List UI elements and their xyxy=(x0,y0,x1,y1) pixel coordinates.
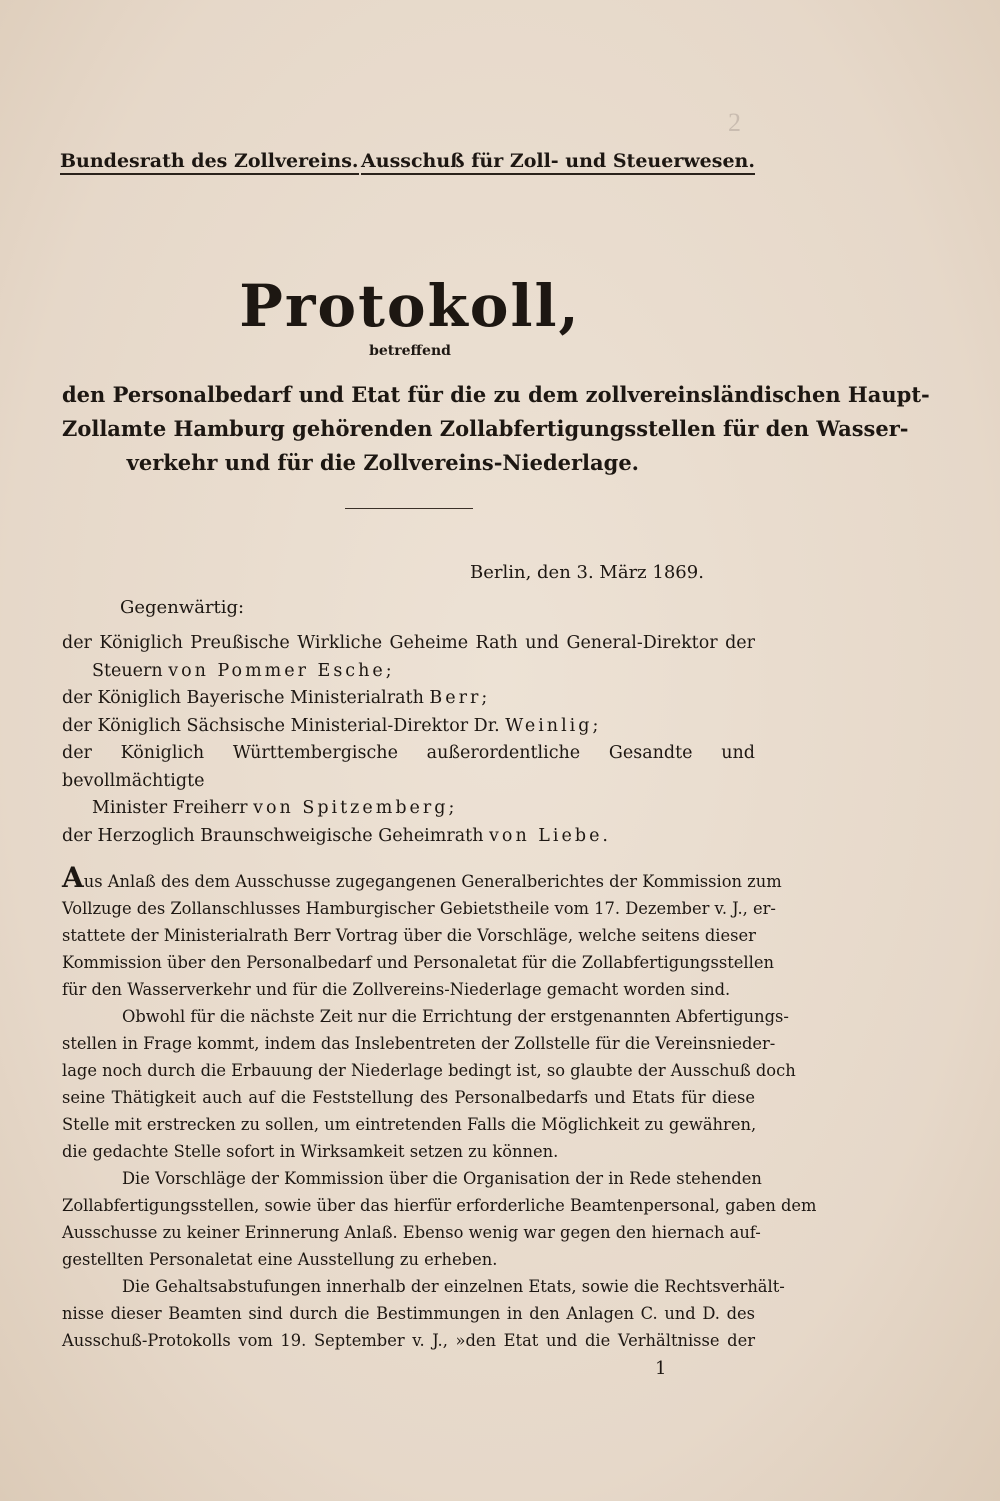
paragraph-line xyxy=(62,861,782,895)
attendee-name: von Pommer Esche; xyxy=(168,660,395,681)
paragraph-line: Zollabfertigungsstellen, sowie über das hierfür erforderliche Beamtenpersonal, gaben dem xyxy=(62,1196,817,1215)
page-header xyxy=(60,150,755,182)
paragraph-line: Ausschusse zu keiner Erinnerung Anlaß. Ebenso wenig war gegen den hiernach auf- xyxy=(62,1223,761,1242)
header-right: Ausschuß für Zoll- und Steuerwesen. xyxy=(361,150,755,175)
attendee-line xyxy=(62,795,755,823)
paragraph-line: stellen in Frage kommt, indem das Inslebentreten der Zollstelle für die Vereinsnieder- xyxy=(62,1034,776,1053)
divider-rule xyxy=(345,508,473,509)
attendee-text: Steuern xyxy=(92,660,169,681)
attendee-line: der Königlich Preußische Wirkliche Geheime Rath und General-Direktor der xyxy=(62,633,755,653)
paragraph-line: Obwohl für die nächste Zeit nur die Errichtung der erstgenannten Abfertigungs- xyxy=(122,1007,789,1026)
attendee-name: Weinlig; xyxy=(505,715,602,736)
paragraph-line: Die Vorschläge der Kommission über die Organisation der in Rede stehenden xyxy=(122,1169,762,1188)
paragraph-line: Kommission über den Personalbedarf und Personaletat für die Zollabfertigungsstellen xyxy=(62,953,774,972)
paragraph-line: Ausschuß-Protokolls vom 19. September v. J., »den Etat und die Verhältnisse der xyxy=(62,1331,755,1350)
attendee-text: der Königlich Sächsische Ministerial-Direktor Dr. xyxy=(62,715,506,736)
subject-line: den Personalbedarf und Etat für die zu dem zollvereinsländischen Haupt- xyxy=(62,382,930,407)
document-subtitle: betreffend xyxy=(369,343,451,359)
faded-page-number: 2 xyxy=(728,108,741,137)
paragraph-line: Stelle mit erstrecken zu sollen, um eintretenden Falls die Möglichkeit zu gewähren, xyxy=(62,1115,757,1134)
attendee-text: der Königlich Bayerische Ministerialrath xyxy=(62,688,430,708)
attendee-text: Minister Freiherr xyxy=(92,798,254,818)
attendee-line xyxy=(62,658,755,686)
attendee-line xyxy=(62,713,755,741)
subject-line: verkehr und für die Zollvereins-Niederlage. xyxy=(126,450,639,475)
body-text xyxy=(62,861,817,1354)
paragraph-line: Die Gehaltsabstufungen innerhalb der einzelnen Etats, sowie die Rechtsverhält- xyxy=(122,1277,785,1296)
attendee-name: Berr; xyxy=(429,688,491,708)
attendee-line xyxy=(62,685,755,713)
header-left: Bundesrath des Zollvereins. xyxy=(60,150,359,175)
subject-block xyxy=(62,378,930,480)
attendee-name: von Spitzemberg; xyxy=(253,798,458,818)
paragraph-line: stattete der Ministerialrath Berr Vortrag über die Vorschläge, welche seitens dieser xyxy=(62,926,756,945)
page-number: 1 xyxy=(655,1358,667,1379)
paragraph-line: für den Wasserverkehr und für die Zollvereins-Niederlage gemacht worden sind. xyxy=(62,980,731,999)
date-line: Berlin, den 3. März 1869. xyxy=(470,562,704,583)
subject-line: Zollamte Hamburg gehörenden Zollabfertigungsstellen für den Wasser- xyxy=(62,416,909,441)
paragraph-line: die gedachte Stelle sofort in Wirksamkeit setzen zu können. xyxy=(62,1142,559,1161)
paragraph-text: us Anlaß des dem Ausschusse zugegangenen Generalberichtes der Kommission zum xyxy=(83,872,782,891)
attendee-text: der Herzoglich Braunschweigische Geheimrath xyxy=(62,825,490,846)
attendee-name: von Liebe. xyxy=(489,825,611,846)
attendee-list xyxy=(62,630,755,850)
attendee-line xyxy=(62,823,755,851)
paragraph-line: Vollzuge des Zollanschlusses Hamburgischer Gebietstheile vom 17. Dezember v. J., er- xyxy=(62,899,776,918)
document-title: Protokoll, xyxy=(239,272,581,340)
drop-capital: A xyxy=(62,861,84,894)
paragraph-line: nisse dieser Beamten sind durch die Bestimmungen in den Anlagen C. und D. des xyxy=(62,1304,755,1323)
attendee-line: der Königlich Württembergische außerordentliche Gesandte und bevollmächtigte xyxy=(62,743,755,791)
paragraph-line: lage noch durch die Erbauung der Niederlage bedingt ist, so glaubte der Ausschuß doch xyxy=(62,1061,796,1080)
paragraph-line: gestellten Personaletat eine Ausstellung zu erheben. xyxy=(62,1250,498,1269)
paragraph-line: seine Thätigkeit auch auf die Feststellung des Personalbedarfs und Etats für diese xyxy=(62,1088,755,1107)
present-heading: Gegenwärtig: xyxy=(120,597,245,618)
